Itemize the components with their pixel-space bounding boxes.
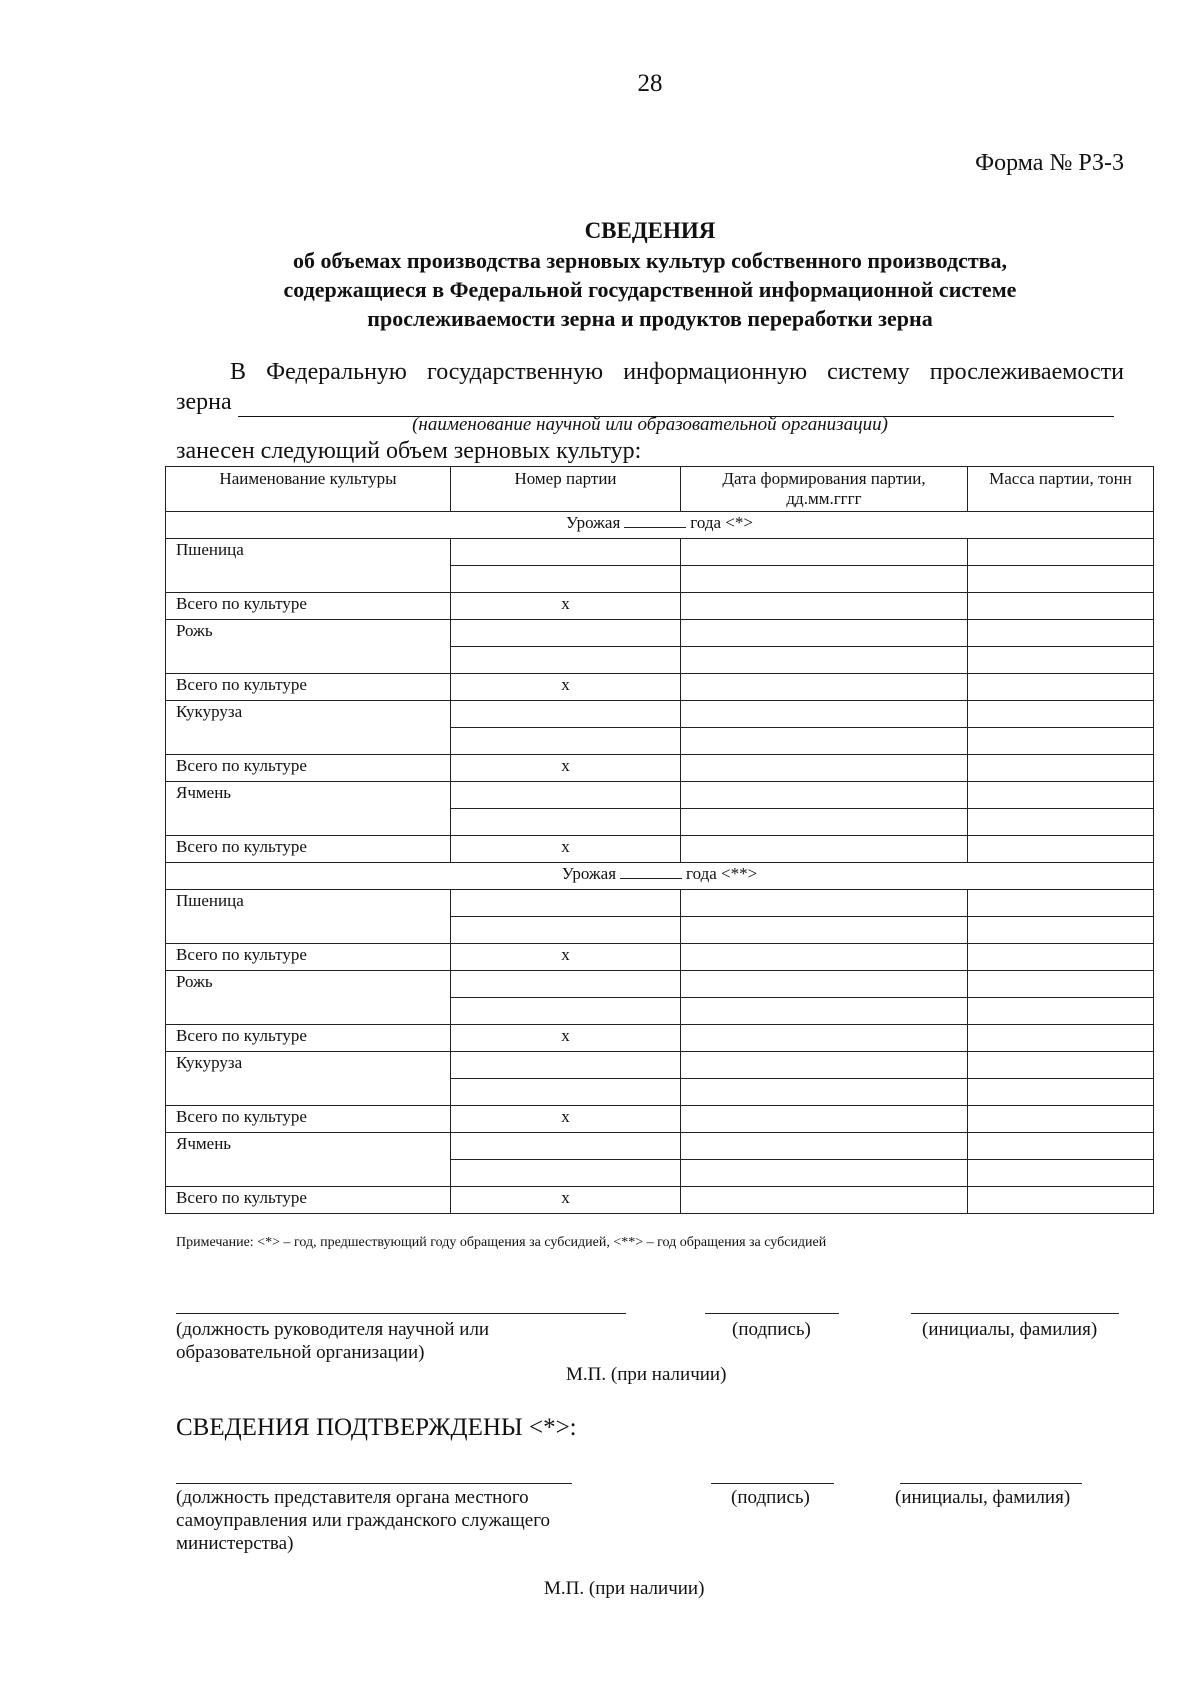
harvest-row: [166, 863, 1154, 890]
batch-mass-cell[interactable]: [968, 998, 1154, 1025]
crop-name-cell: Кукуруза: [166, 701, 451, 755]
batch-date-cell[interactable]: [681, 647, 968, 674]
header-batch-date: Дата формирования партии, дд.мм.гггг: [681, 467, 968, 512]
crop-name-cell: Пшеница: [166, 890, 451, 944]
harvest-row: [166, 512, 1154, 539]
batch-number-cell[interactable]: [451, 1160, 681, 1187]
entered-volume-text: занесен следующий объем зерновых культур:: [176, 438, 642, 464]
crop-total-row: [166, 836, 1154, 863]
batch-date-cell[interactable]: [681, 971, 968, 998]
batch-number-cell[interactable]: [451, 971, 681, 998]
name-line-1[interactable]: [911, 1313, 1119, 1314]
batch-number-cell[interactable]: [451, 917, 681, 944]
crop-total-row: [166, 674, 1154, 701]
batch-mass-cell[interactable]: [968, 1133, 1154, 1160]
crop-name-cell: Ячмень: [166, 782, 451, 836]
batch-mass-cell[interactable]: [968, 782, 1154, 809]
batch-date-cell[interactable]: [681, 1079, 968, 1106]
total-date-cell[interactable]: [681, 593, 968, 620]
batch-number-cell[interactable]: [451, 1133, 681, 1160]
total-date-cell[interactable]: [681, 674, 968, 701]
batch-mass-cell[interactable]: [968, 620, 1154, 647]
table-row: [166, 890, 1154, 917]
position-caption-1-line-1: (должность руководителя научной или: [176, 1319, 490, 1340]
title-line-1: об объемах производства зерновых культур собственного производства,: [292, 248, 1008, 273]
crop-total-label: Всего по культуре: [166, 1187, 451, 1214]
batch-mass-cell[interactable]: [968, 809, 1154, 836]
crop-total-label: Всего по культуре: [166, 1025, 451, 1052]
total-mass-cell[interactable]: [968, 1025, 1154, 1052]
batch-date-cell[interactable]: [681, 998, 968, 1025]
stamp-note-2: М.П. (при наличии): [544, 1578, 705, 1599]
batch-date-cell[interactable]: [681, 890, 968, 917]
harvest-year-cell: [166, 512, 1154, 539]
table-row: [166, 701, 1154, 728]
table-row: [166, 1052, 1154, 1079]
name-caption-1: (инициалы, фамилия): [922, 1319, 1098, 1340]
organization-caption: (наименование научной или образовательной организации): [412, 414, 888, 435]
header-batch-number: Номер партии: [451, 467, 681, 512]
harvest-prefix: Урожая: [566, 513, 621, 532]
total-mass-cell[interactable]: [968, 674, 1154, 701]
batch-mass-cell[interactable]: [968, 701, 1154, 728]
total-date-cell[interactable]: [681, 944, 968, 971]
x-mark-cell: х: [451, 593, 681, 620]
batch-date-cell[interactable]: [681, 809, 968, 836]
intro-paragraph: [176, 357, 1124, 417]
table-row: [166, 782, 1154, 809]
total-mass-cell[interactable]: [968, 593, 1154, 620]
x-mark-cell: х: [451, 674, 681, 701]
intro-line-2: [176, 387, 1124, 417]
total-date-cell[interactable]: [681, 755, 968, 782]
title-line-2: содержащиеся в Федеральной государственной информационной системе: [283, 277, 1017, 302]
table-row: [166, 539, 1154, 566]
batch-number-cell[interactable]: [451, 782, 681, 809]
total-mass-cell[interactable]: [968, 944, 1154, 971]
harvest-year-field[interactable]: [624, 513, 686, 528]
batch-date-cell[interactable]: [681, 539, 968, 566]
header-crop-name: Наименование культуры: [166, 467, 451, 512]
table-note: Примечание: <*> – год, предшествующий году обращения за субсидией, <**> – год обращения за субсидией: [176, 1235, 827, 1250]
crop-total-label: Всего по культуре: [166, 593, 451, 620]
crop-name-cell: Рожь: [166, 971, 451, 1025]
crop-total-row: [166, 593, 1154, 620]
stamp-note-1: М.П. (при наличии): [566, 1364, 727, 1385]
table-row: [166, 620, 1154, 647]
crop-total-row: [166, 944, 1154, 971]
crop-total-label: Всего по культуре: [166, 944, 451, 971]
batch-number-cell[interactable]: [451, 1079, 681, 1106]
x-mark-cell: х: [451, 836, 681, 863]
name-caption-2: (инициалы, фамилия): [895, 1487, 1071, 1508]
total-date-cell[interactable]: [681, 1187, 968, 1214]
total-date-cell[interactable]: [681, 1025, 968, 1052]
batch-date-cell[interactable]: [681, 620, 968, 647]
title-line-3: прослеживаемости зерна и продуктов переработки зерна: [367, 306, 933, 331]
batch-mass-cell[interactable]: [968, 566, 1154, 593]
batch-mass-cell[interactable]: [968, 917, 1154, 944]
batch-mass-cell[interactable]: [968, 971, 1154, 998]
position-caption-1-line-2: образовательной организации): [176, 1342, 425, 1363]
batch-number-cell[interactable]: [451, 647, 681, 674]
batch-mass-cell[interactable]: [968, 728, 1154, 755]
position-line-2[interactable]: [176, 1483, 572, 1484]
position-caption-2-line-3: министерства): [176, 1533, 294, 1554]
batch-date-cell[interactable]: [681, 566, 968, 593]
header-batch-mass: Масса партии, тонн: [968, 467, 1154, 512]
batch-mass-cell[interactable]: [968, 1160, 1154, 1187]
crop-total-label: Всего по культуре: [166, 836, 451, 863]
batch-mass-cell[interactable]: [968, 1052, 1154, 1079]
batch-date-cell[interactable]: [681, 917, 968, 944]
table-header-row: [166, 467, 1154, 512]
batch-mass-cell[interactable]: [968, 1079, 1154, 1106]
crop-total-row: [166, 755, 1154, 782]
name-line-2[interactable]: [900, 1483, 1082, 1484]
position-line-1[interactable]: [176, 1313, 626, 1314]
crop-name-cell: Кукуруза: [166, 1052, 451, 1106]
total-date-cell[interactable]: [681, 1106, 968, 1133]
crop-total-label: Всего по культуре: [166, 755, 451, 782]
crop-name-cell: Ячмень: [166, 1133, 451, 1187]
batch-number-cell[interactable]: [451, 539, 681, 566]
x-mark-cell: х: [451, 1106, 681, 1133]
position-caption-2-line-1: (должность представителя органа местного: [176, 1487, 529, 1508]
batch-number-cell[interactable]: [451, 620, 681, 647]
batch-number-cell[interactable]: [451, 890, 681, 917]
harvest-year-field[interactable]: [620, 864, 682, 879]
batch-mass-cell[interactable]: [968, 647, 1154, 674]
harvest-year-cell: [166, 863, 1154, 890]
batch-date-cell[interactable]: [681, 1133, 968, 1160]
batch-mass-cell[interactable]: [968, 890, 1154, 917]
x-mark-cell: х: [451, 1025, 681, 1052]
signature-caption-2: (подпись): [731, 1487, 810, 1508]
batch-date-cell[interactable]: [681, 728, 968, 755]
harvest-suffix: года <*>: [690, 513, 753, 532]
batch-number-cell[interactable]: [451, 998, 681, 1025]
harvest-suffix: года <**>: [686, 864, 758, 883]
title-main: СВЕДЕНИЯ: [584, 218, 716, 243]
batch-number-cell[interactable]: [451, 701, 681, 728]
batch-date-cell[interactable]: [681, 701, 968, 728]
crop-total-row: [166, 1106, 1154, 1133]
confirmed-heading: СВЕДЕНИЯ ПОДТВЕРЖДЕНЫ <*>:: [176, 1414, 577, 1441]
crop-name-cell: Рожь: [166, 620, 451, 674]
grain-volume-table: [165, 466, 1154, 1214]
batch-date-cell[interactable]: [681, 1160, 968, 1187]
batch-date-cell[interactable]: [681, 1052, 968, 1079]
form-number: Форма № РЗ-3: [975, 150, 1124, 176]
total-mass-cell[interactable]: [968, 755, 1154, 782]
total-date-cell[interactable]: [681, 836, 968, 863]
table-row: [166, 1133, 1154, 1160]
crop-total-label: Всего по культуре: [166, 1106, 451, 1133]
x-mark-cell: х: [451, 944, 681, 971]
total-mass-cell[interactable]: [968, 1106, 1154, 1133]
harvest-prefix: Урожая: [561, 864, 617, 883]
batch-date-cell[interactable]: [681, 782, 968, 809]
batch-number-cell[interactable]: [451, 728, 681, 755]
intro-line-2-prefix: зерна: [176, 389, 232, 415]
batch-number-cell[interactable]: [451, 566, 681, 593]
batch-number-cell[interactable]: [451, 1052, 681, 1079]
position-caption-2-line-2: самоуправления или гражданского служащего: [176, 1510, 551, 1531]
position-caption-2: [176, 1486, 550, 1555]
position-caption-1: [176, 1318, 489, 1364]
page-number: 28: [637, 70, 663, 97]
crop-total-label: Всего по культуре: [166, 674, 451, 701]
total-mass-cell[interactable]: [968, 836, 1154, 863]
batch-number-cell[interactable]: [451, 809, 681, 836]
intro-line-1: В Федеральную государственную информационную систему прослеживаемости: [230, 359, 1124, 385]
x-mark-cell: х: [451, 1187, 681, 1214]
batch-mass-cell[interactable]: [968, 539, 1154, 566]
crop-total-row: [166, 1025, 1154, 1052]
signature-caption-1: (подпись): [732, 1319, 811, 1340]
crop-name-cell: Пшеница: [166, 539, 451, 593]
signature-line-1[interactable]: [705, 1313, 839, 1314]
total-mass-cell[interactable]: [968, 1187, 1154, 1214]
x-mark-cell: х: [451, 755, 681, 782]
document-title: [150, 216, 1150, 333]
signature-line-2[interactable]: [711, 1483, 834, 1484]
table-row: [166, 971, 1154, 998]
crop-total-row: [166, 1187, 1154, 1214]
